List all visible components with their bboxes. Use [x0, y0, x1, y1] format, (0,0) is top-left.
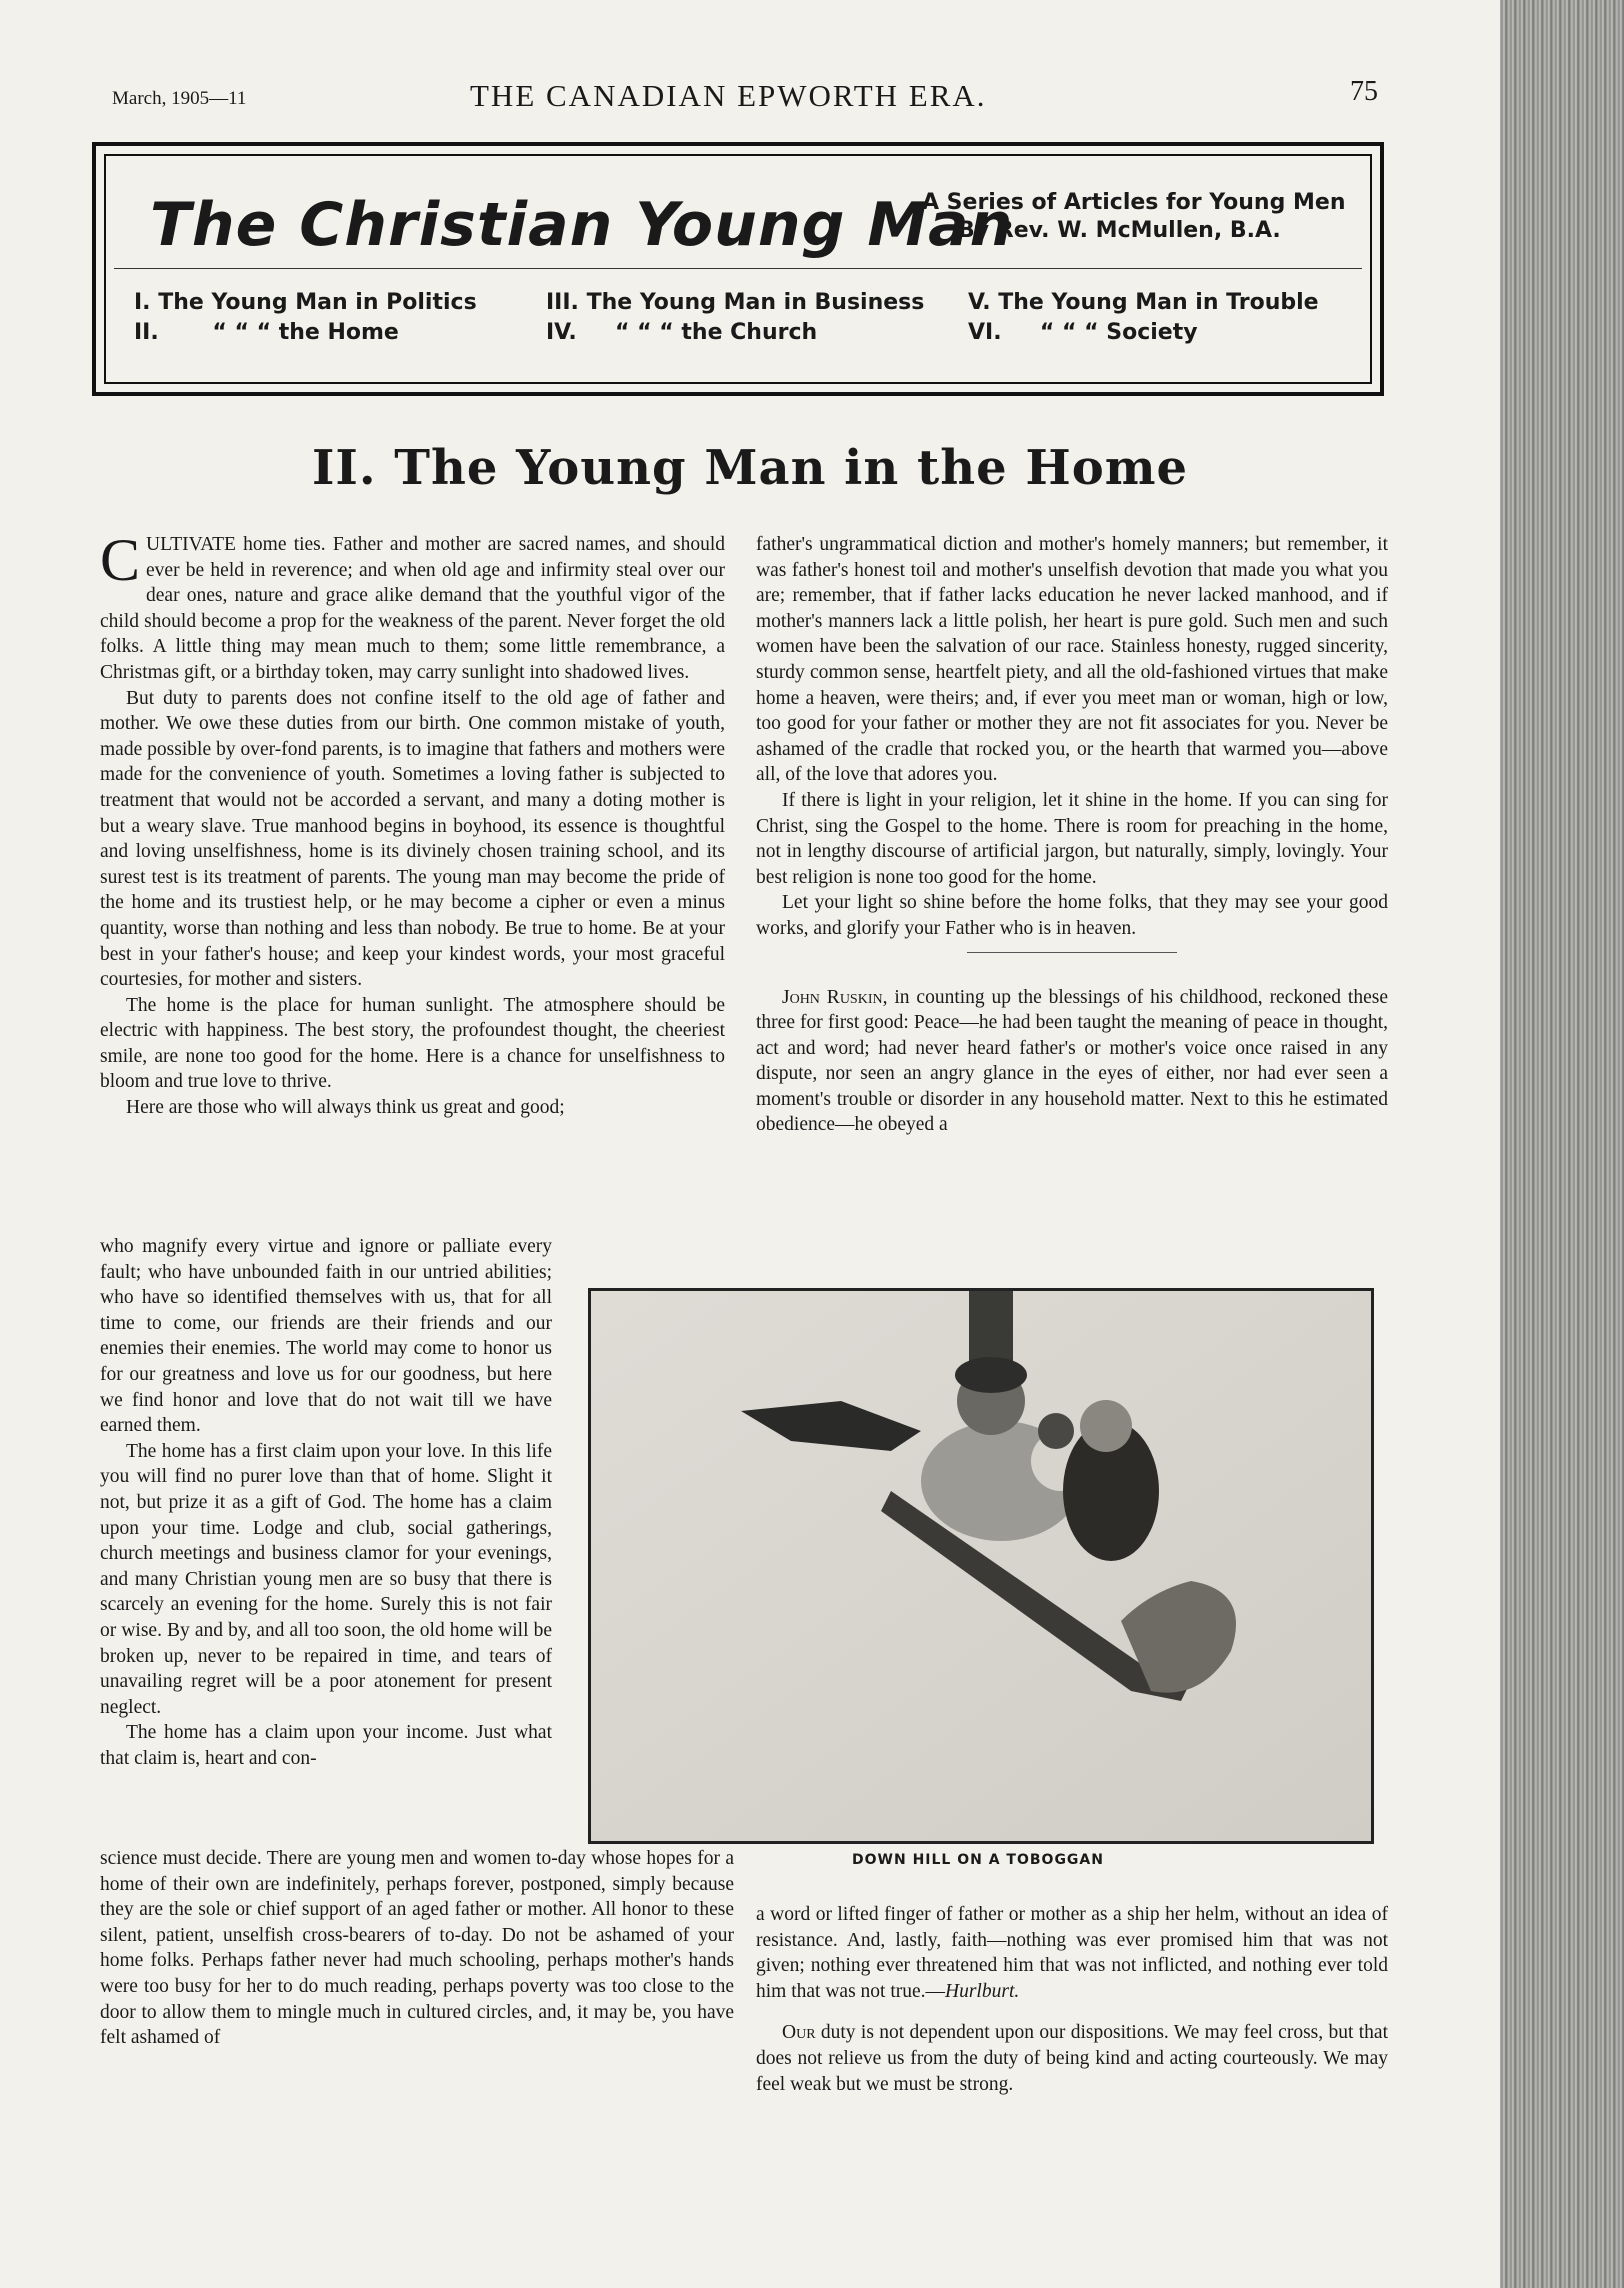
- toc-item-5: [968, 290, 1319, 315]
- paragraph: father's ungrammatical diction and mother's homely manners; but remember, it was father's honest toil and mother's unselfish devotion that made you what you are; remember, that if father lacks education he never lacked manhood, and if mother's manners lack a little polish, her heart is pure gold. Such men and such women have been the salvation of our race. Stainless honesty, rugged sincerity, sturdy common sense, heartfelt piety, and all the old-fashioned virtues that make home a heaven, were theirs; and, if ever you meet man or woman, high or low, too good for your father or mother they are not fit associates for you. Never be ashamed of the cradle that rocked you, or the hearth that warmed you—above all, of the love that adores you.: [756, 534, 1388, 786]
- paragraph-text: a word or lifted finger of father or mother as a ship her helm, without an idea of resistance. And, lastly, faith—nothing was ever promised him that was not given; nothing ever threatened him that was not inflicted, and nothing ever told him that was not true.—: [756, 1904, 1388, 2002]
- ruskin-name: John Ruskin,: [782, 986, 888, 1008]
- column-left-narrow: [100, 1234, 552, 1771]
- child-face: [1080, 1400, 1132, 1452]
- column-left-bottom: [100, 1846, 734, 2051]
- paragraph: But duty to parents does not confine itself to the old age of father and mother. We owe these duties from our birth. One common mistake of youth, made possible by over-fond parents, is to imagine that fathers and mothers were made for the convenience of youth. Sometimes a loving father is subjected to treatment that would not be accorded a servant, and many a doting mother is but a weary slave. True manhood begins in boyhood, its essence is thoughtful and loving unselfishness, home is its divinely chosen training school, and its surest test is its treatment of parents. The young man may become the pride of the home and its trustiest help, or he may become a cipher or even a minus quantity, worse than nothing and less than nobody. Be true to home. Be at your best in your father's house; and keep your kindest words, your most graceful courtesies, for mother and sisters.: [100, 687, 725, 991]
- attribution: Hurlburt.: [945, 1980, 1020, 2002]
- page-number: 75: [1350, 76, 1378, 107]
- toc-item-2: [134, 320, 399, 345]
- paragraph: Let your light so shine before the home folks, that they may see your good works, and glorify your Father who is in heaven.: [756, 892, 1388, 939]
- series-subtitle: A Series of Articles for Young Men: [922, 190, 1346, 215]
- toc-number: III.: [546, 290, 579, 315]
- paragraph: The home has a claim upon your income. Just what that claim is, heart and con-: [100, 1722, 552, 1769]
- toc-text: The Young Man in Trouble: [998, 290, 1319, 315]
- paragraph: Here are those who will always think us great and good;: [126, 1097, 565, 1119]
- toc-item-6: [968, 320, 1198, 345]
- toboggan-photo: [588, 1288, 1374, 1844]
- toc-number: IV.: [546, 320, 577, 345]
- column-right-bottom: [756, 1902, 1388, 2097]
- paragraph-text: duty is not dependent upon our dispositions. We may feel cross, but that does not relieve us from the duty of being kind and acting courteously. We may feel weak but we must be strong.: [756, 2022, 1388, 2095]
- paragraph-text: ULTIVATE home ties. Father and mother are sacred names, and should ever be held in reverence; and when old age and infirmity steal over our dear ones, nature and grace alike demand that the youthful vigor of the child should become a prop for the weakness of the parent. Never forget the old folks. A little thing may mean much to them; some little remembrance, a Christmas gift, or a birthday token, may carry sunlight into shadowed lives.: [100, 534, 725, 683]
- lead-word: Our: [782, 2022, 816, 2044]
- magazine-title: THE CANADIAN EPWORTH ERA.: [470, 78, 987, 113]
- toc-item-3: [546, 290, 924, 315]
- paragraph: [756, 985, 1388, 1139]
- banner-divider: [114, 268, 1362, 269]
- rider-cap: [955, 1357, 1027, 1393]
- paragraph: The home has a first claim upon your love. In this life you will find no purer love than that of home. Slight it not, but prize it as a gift of God. The home has a claim upon your time. Lodge and club, social gatherings, church meetings and business clamor for your evenings, and many Christian young men are so busy that there is scarcely an evening for the home. Surely this is not fair or wise. By and by, and all too soon, the old home will be broken up, never to be repaired in time, and tears of unavailing regret will be a poor atonement for present neglect.: [100, 1440, 552, 1718]
- paragraph: The home is the place for human sunlight. The atmosphere should be electric with happiness. The best story, the profoundest thought, the cheeriest smile, are none too good for the home. Here is a chance for unselfishness to bloom and true love to thrive.: [100, 994, 725, 1093]
- issue-date: March, 1905—11: [112, 88, 247, 109]
- book-page-edges: [1500, 0, 1624, 2288]
- paragraph: who magnify every virtue and ignore or palliate every fault; who have unbounded faith in our untried abilities; who have so identified themselves with us, that for all time to come, our friends are their friends and our enemies their enemies. The world may come to honor us for our greatness and love us for our goodness, but here we find honor and love that do not wait till we have earned them.: [100, 1236, 552, 1437]
- paragraph: [100, 527, 725, 686]
- toc-number: V.: [968, 290, 991, 315]
- toc-number: VI.: [968, 320, 1002, 345]
- toc-text: “ “ “ Society: [1039, 320, 1198, 345]
- series-banner-inner-border: [104, 154, 1372, 384]
- series-author: By Rev. W. McMullen, B.A.: [958, 218, 1281, 243]
- toc-number: II.: [134, 320, 159, 345]
- spacer: [756, 2004, 1388, 2020]
- tree-stump: [969, 1291, 1013, 1361]
- dog-head: [1038, 1413, 1074, 1449]
- toc-item-4: [546, 320, 817, 345]
- paragraph: [756, 2020, 1388, 2097]
- column-right-top: [756, 532, 1388, 1138]
- toc-text: “ “ “ the Church: [615, 320, 818, 345]
- paragraph: science must decide. There are young men and women to-day whose hopes for a home of their own are indefinitely, perhaps forever, postponed, simply because they are the sole or chief support of an aged father or mother. All honor to these silent, patient, unselfish cross-bearers of to-day. Do not be ashamed of your home folks. Perhaps father never had much schooling, perhaps mother's hands were too busy for her to do much reading, perhaps poverty was too close to the door to allow them to mingle much in cultured circles, and, it may be, you have felt ashamed of: [100, 1848, 734, 2049]
- series-title: The Christian Young Man: [150, 190, 1014, 260]
- paragraph-text: in counting up the blessings of his childhood, reckoned these three for first good: Peace—he had been taught the meaning of peace in thought, act and word; had never heard father's or mother's voice once raised in any dispute, nor seen an angry glance in the eyes of either, nor had ever seen a moment's trouble or disorder in any household matter. Next to this he estimated obedience—he obeyed a: [756, 986, 1388, 1136]
- toc-text: “ “ “ the Home: [212, 320, 399, 345]
- section-separator: [967, 952, 1177, 953]
- toboggan-illustration: [591, 1291, 1371, 1841]
- article-title: II. The Young Man in the Home: [311, 440, 1189, 496]
- photo-caption: DOWN HILL ON A TOBOGGAN: [852, 1852, 1104, 1868]
- drop-cap: C: [100, 527, 141, 593]
- column-left-top: [100, 527, 725, 1121]
- toc-text: The Young Man in Business: [586, 290, 925, 315]
- paragraph: [756, 1902, 1388, 2004]
- toc-number: I.: [134, 290, 151, 315]
- toc-text: The Young Man in Politics: [158, 290, 477, 315]
- series-banner: [92, 142, 1384, 396]
- paragraph: If there is light in your religion, let it shine in the home. If you can sing for Christ, sing the Gospel to the home. There is room for preaching in the home, not in lengthy discourse of artificial jargon, but naturally, simply, lovingly. Your best religion is none too good for the home.: [756, 789, 1388, 888]
- toc-item-1: [134, 290, 477, 315]
